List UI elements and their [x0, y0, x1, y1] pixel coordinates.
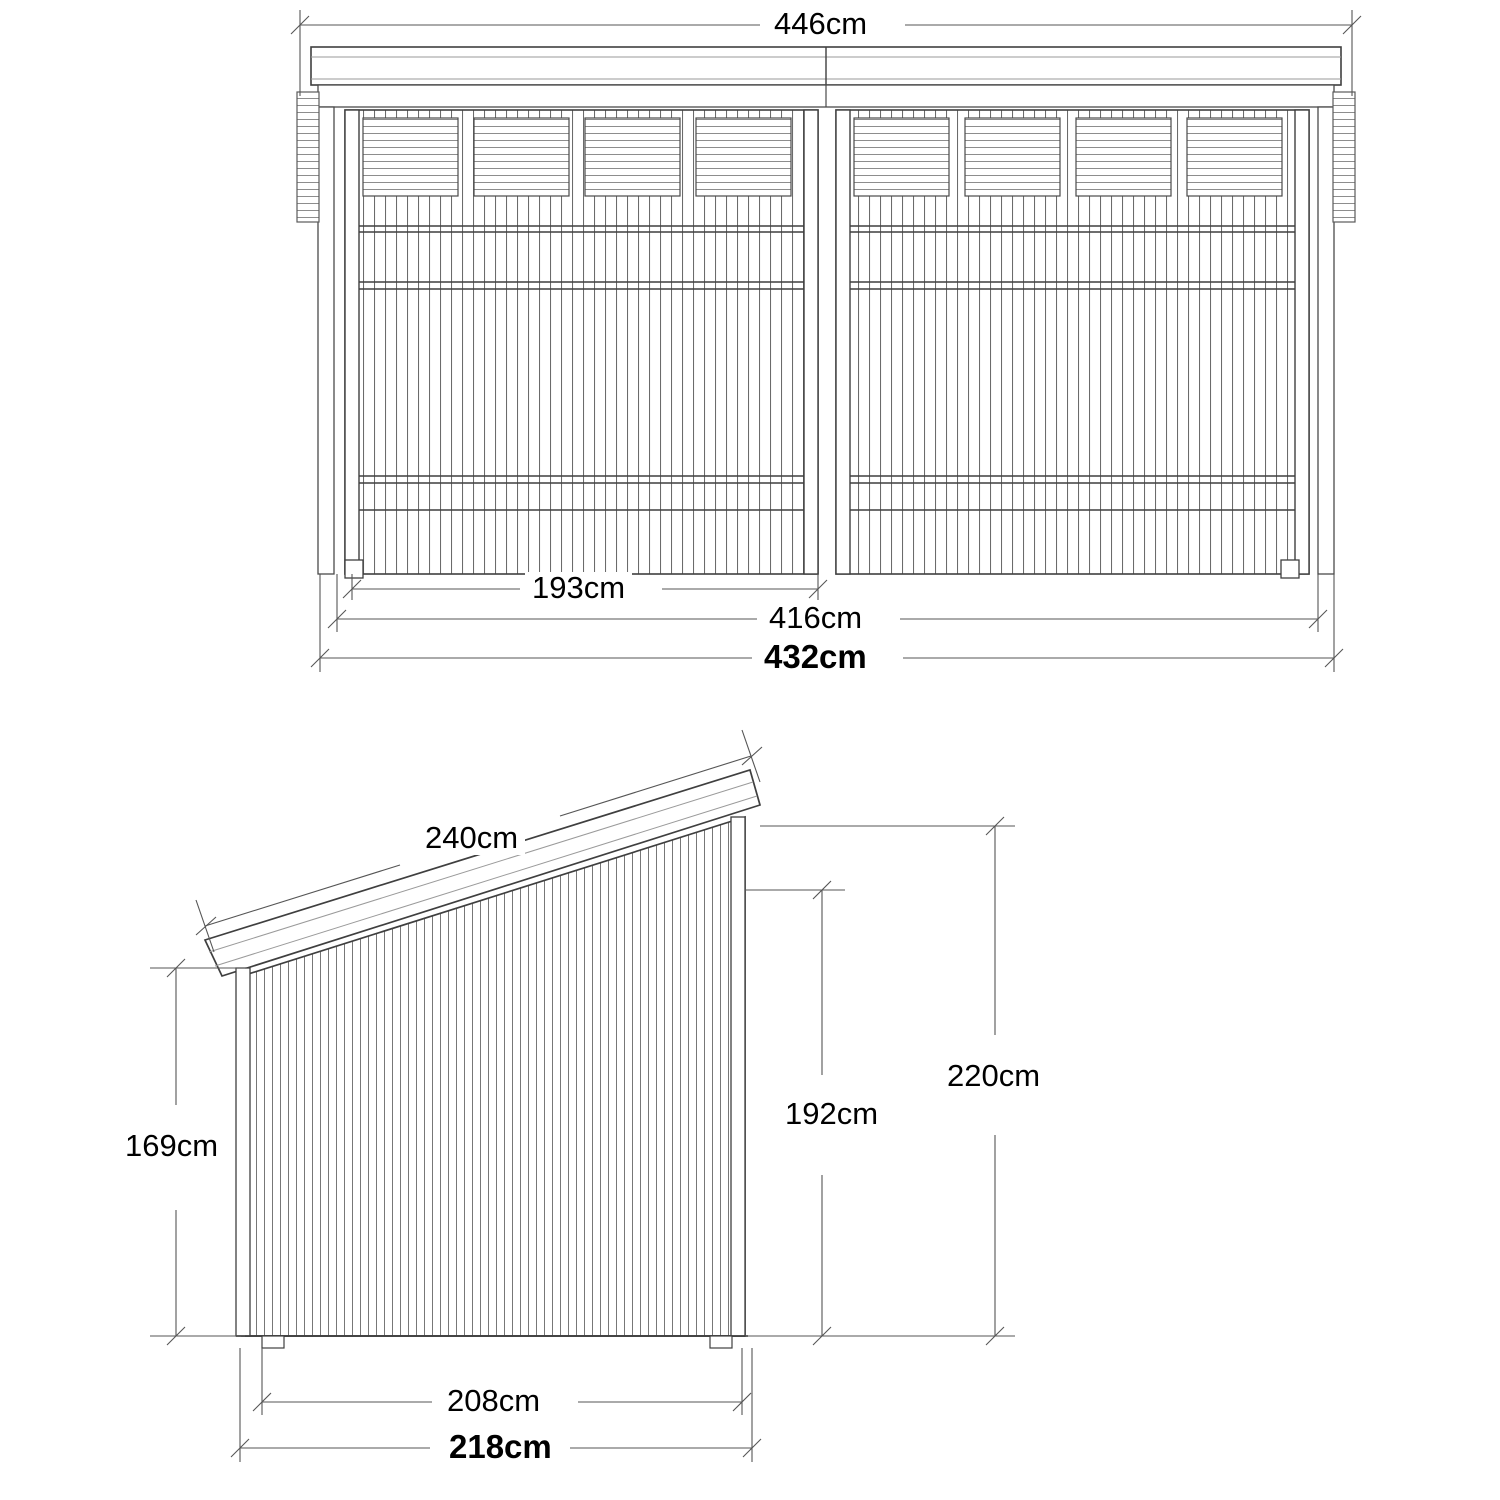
dim-label-overall-width: 432cm: [757, 640, 874, 675]
side-elevation-view: [150, 730, 1015, 1462]
dim-label-wall-height: 192cm: [778, 1098, 885, 1131]
dim-label-low-eaves-height: 169cm: [118, 1130, 225, 1163]
front-elevation-view: [291, 10, 1361, 672]
dim-label-ridge-height: 220cm: [940, 1060, 1047, 1093]
dim-label-roof-slope-length: 240cm: [418, 822, 525, 855]
dim-label-floor-depth: 208cm: [440, 1385, 547, 1418]
dim-label-top-overall-width: 446cm: [767, 8, 874, 41]
dim-label-bay-width: 193cm: [525, 572, 632, 605]
dim-label-overall-depth: 218cm: [442, 1430, 559, 1465]
dim-label-wall-width: 416cm: [762, 602, 869, 635]
